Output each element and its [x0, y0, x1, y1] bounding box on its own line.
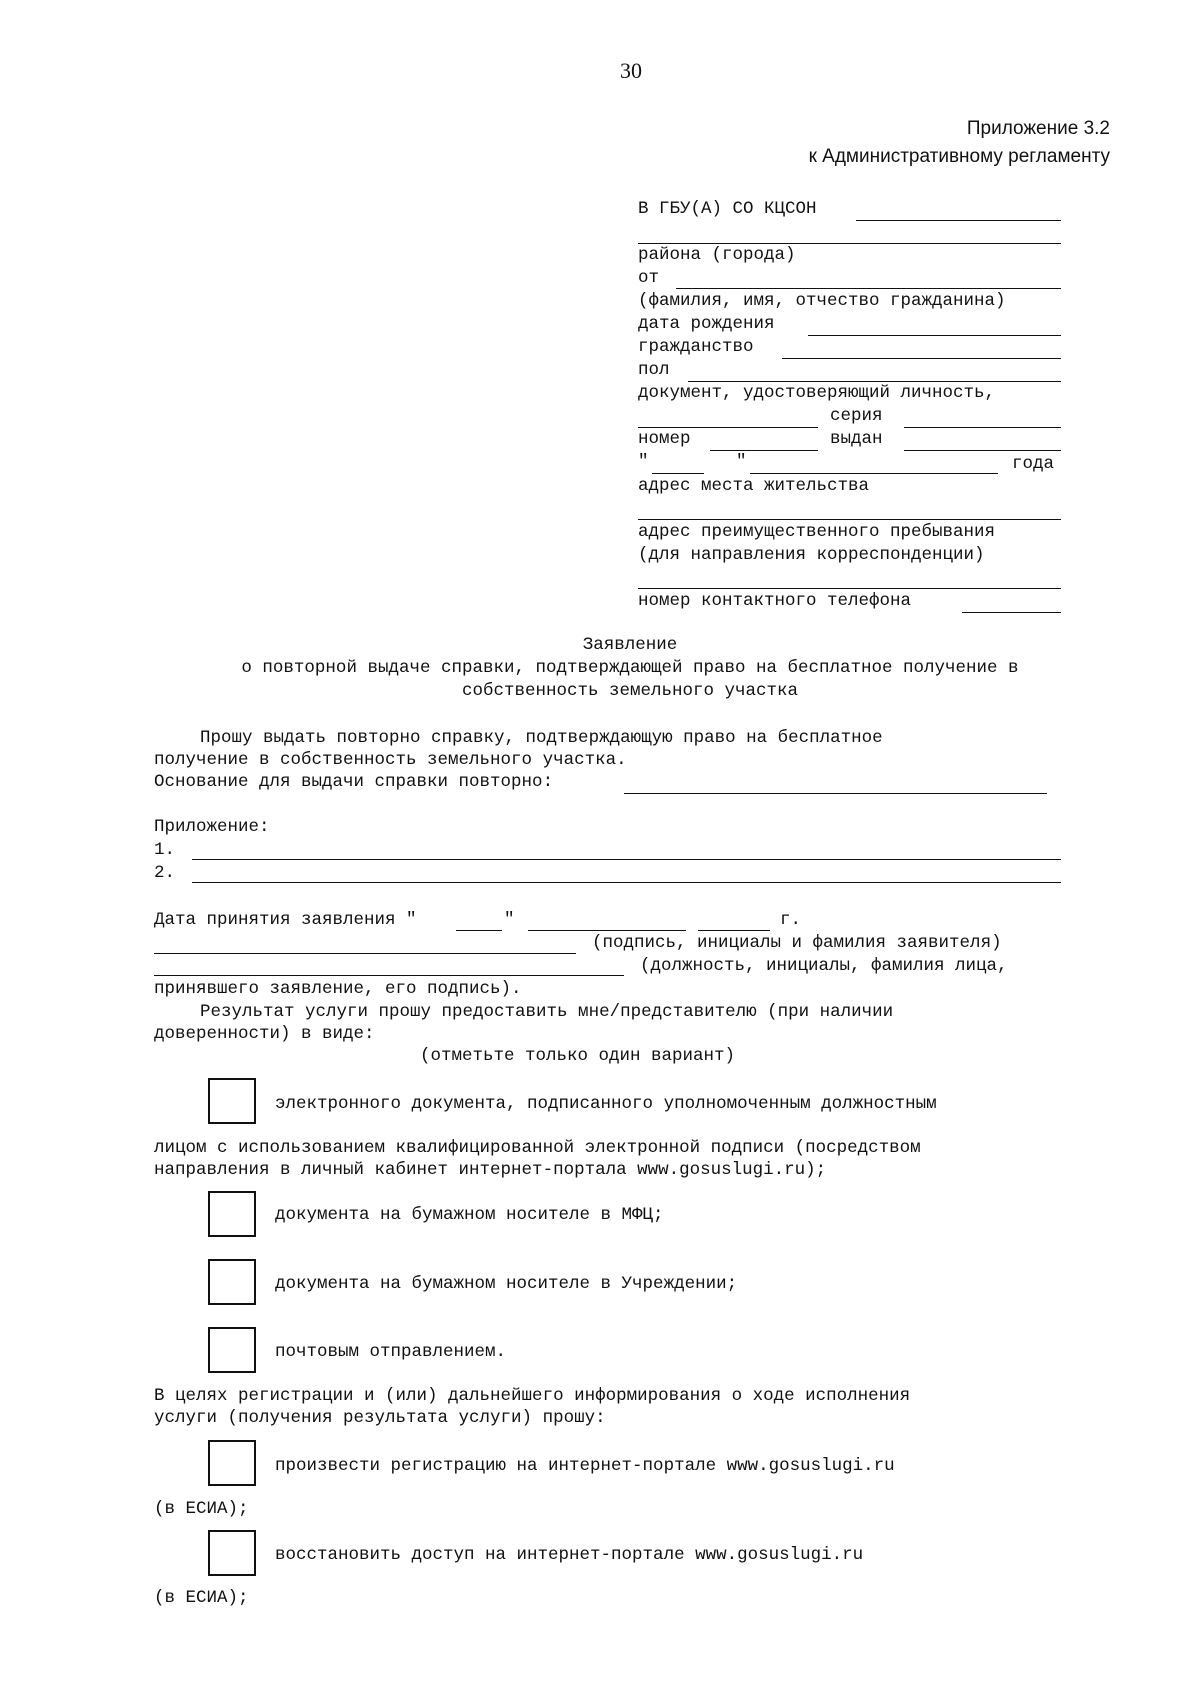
stay-hint: (для направления корреспонденции): [638, 545, 985, 565]
number-field[interactable]: [710, 450, 818, 451]
issued-field[interactable]: [904, 450, 1061, 451]
date-accepted-label: Дата принятия заявления ": [154, 910, 417, 930]
restore-access-line-1: восстановить доступ на интернет-портале www.gosuslugi.ru: [275, 1545, 864, 1565]
applicant-signature-hint: (подпись, инициалы и фамилия заявителя): [592, 933, 1002, 953]
fio-hint: (фамилия, имя, отчество гражданина): [638, 291, 1006, 311]
residence-label: адрес места жительства: [638, 476, 870, 496]
sex-label: пол: [638, 360, 670, 380]
option-post-checkbox[interactable]: [208, 1327, 256, 1373]
issue-date-field[interactable]: [750, 473, 998, 474]
option-electronic-line-2: лицом с использованием квалифицированной электронной подписи (посредством: [154, 1138, 921, 1158]
number-label: номер: [638, 429, 691, 449]
residence-field[interactable]: [638, 519, 1061, 520]
quote-open: ": [638, 452, 649, 472]
attachment-field-2[interactable]: [192, 882, 1061, 883]
restore-access-checkbox[interactable]: [208, 1530, 256, 1576]
stay-label: адрес преимущественного пребывания: [638, 522, 996, 542]
result-line-2: доверенности) в виде:: [154, 1024, 375, 1044]
page-number: 30: [620, 58, 642, 83]
accepted-month-field[interactable]: [528, 930, 686, 931]
attachment-item-2: 2.: [154, 863, 176, 883]
basis-label: Основание для выдачи справки повторно:: [154, 772, 554, 792]
to-org-field-2[interactable]: [638, 243, 1061, 244]
option-mfc-label: документа на бумажном носителе в МФЦ;: [275, 1205, 664, 1225]
option-institution-checkbox[interactable]: [208, 1259, 256, 1305]
year-short: г.: [780, 910, 802, 930]
quote-close: ": [736, 452, 747, 472]
request-line-2: получение в собственность земельного участка.: [154, 750, 627, 770]
option-electronic-line-3: направления в личный кабинет интернет-портала www.gosuslugi.ru);: [154, 1160, 827, 1180]
doc-title: Заявление: [582, 635, 678, 655]
accepted-day-field[interactable]: [456, 930, 502, 931]
series-label: серия: [830, 406, 883, 426]
attachments-label: Приложение:: [154, 817, 270, 837]
id-doc-field[interactable]: [638, 427, 818, 428]
doc-subtitle-1: о повторной выдаче справки, подтверждающей право на бесплатное получение в: [241, 658, 1019, 678]
attachment-field-1[interactable]: [192, 859, 1061, 860]
restore-access-line-2: (в ЕСИА);: [154, 1588, 249, 1608]
phone-field[interactable]: [962, 612, 1061, 613]
register-gosuslugi-checkbox[interactable]: [208, 1440, 256, 1486]
accepted-year-field[interactable]: [698, 930, 770, 931]
result-line-1: Результат услуги прошу предоставить мне/представителю (при наличии: [200, 1002, 894, 1022]
sex-field[interactable]: [688, 381, 1061, 382]
registration-line-1: В целях регистрации и (или) дальнейшего информирования о ходе исполнения: [154, 1386, 911, 1406]
issued-label: выдан: [830, 429, 883, 449]
register-gosuslugi-line-1: произвести регистрацию на интернет-портале www.gosuslugi.ru: [275, 1456, 895, 1476]
option-mfc-checkbox[interactable]: [208, 1191, 256, 1237]
stay-field[interactable]: [638, 588, 1061, 589]
choose-one-hint: (отметьте только один вариант): [420, 1046, 736, 1066]
doc-subtitle-2: собственность земельного участка: [461, 681, 799, 701]
officer-signature-hint: (должность, инициалы, фамилия лица,: [640, 956, 1008, 976]
birth-label: дата рождения: [638, 314, 775, 334]
attachment-item-1: 1.: [154, 840, 176, 860]
from-field[interactable]: [676, 288, 1061, 289]
birth-field[interactable]: [808, 335, 1061, 336]
citizenship-label: гражданство: [638, 337, 754, 357]
basis-field[interactable]: [624, 793, 1047, 794]
series-field[interactable]: [904, 427, 1061, 428]
citizenship-field[interactable]: [782, 358, 1061, 359]
officer-signature-field[interactable]: [154, 975, 624, 976]
request-line-1: Прошу выдать повторно справку, подтверждающую право на бесплатное: [200, 728, 883, 748]
to-org-field[interactable]: [856, 220, 1061, 221]
annex-line-1: Приложение 3.2: [966, 118, 1110, 139]
phone-label: номер контактного телефона: [638, 591, 912, 611]
applicant-signature-field[interactable]: [154, 953, 576, 954]
district-hint: района (города): [638, 245, 796, 265]
annex-line-2: к Административному регламенту: [808, 146, 1110, 167]
option-institution-label: документа на бумажном носителе в Учреждении;: [275, 1274, 738, 1294]
option-electronic-line-1: электронного документа, подписанного уполномоченным должностным: [275, 1094, 937, 1114]
id-doc-label: документ, удостоверяющий личность,: [638, 383, 996, 403]
registration-line-2: услуги (получения результата услуги) прошу:: [154, 1408, 606, 1428]
option-electronic-checkbox[interactable]: [208, 1078, 256, 1124]
officer-signature-hint-2: принявшего заявление, его подпись).: [154, 979, 522, 999]
date-quote: ": [504, 910, 515, 930]
option-post-label: почтовым отправлением.: [275, 1342, 507, 1362]
from-label: от: [638, 268, 660, 288]
issue-day-field[interactable]: [652, 473, 704, 474]
addressee-to-org: В ГБУ(А) СО КЦСОН: [638, 199, 817, 219]
register-gosuslugi-line-2: (в ЕСИА);: [154, 1499, 249, 1519]
year-label: года: [1012, 454, 1055, 474]
